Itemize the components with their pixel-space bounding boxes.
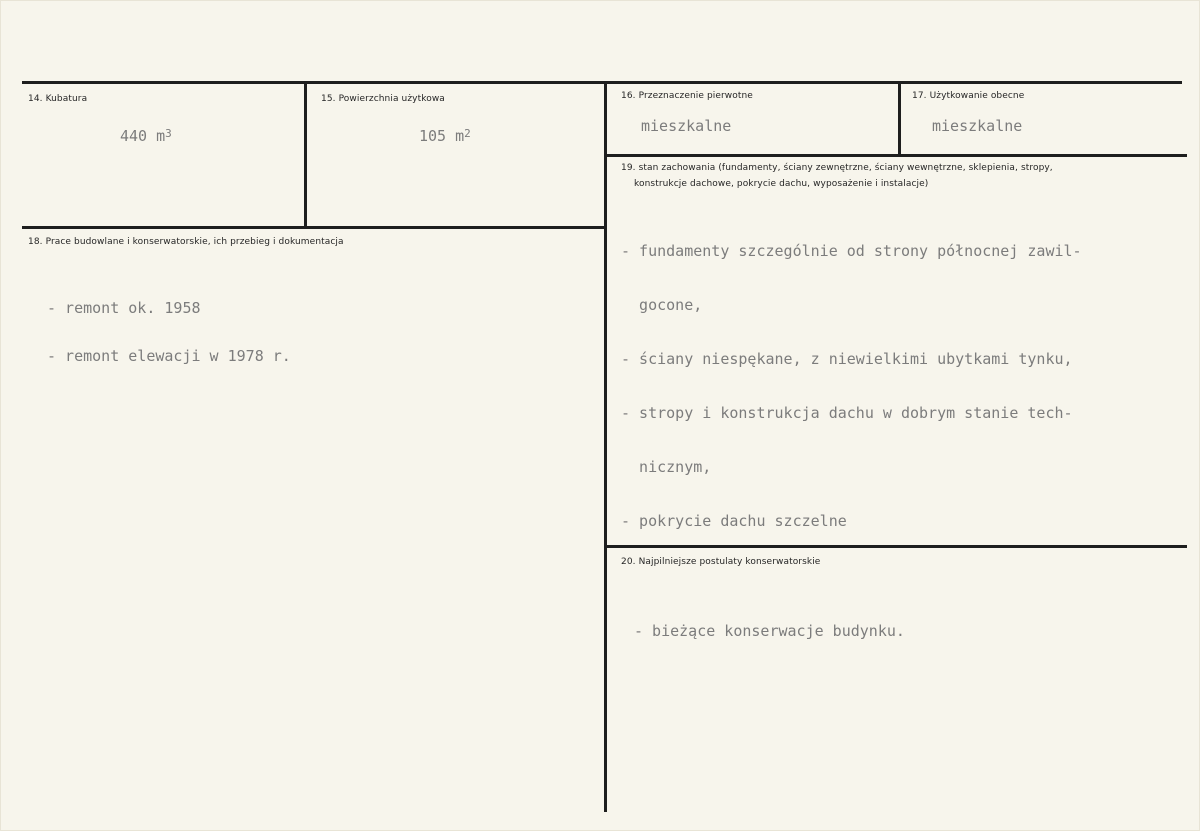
field-20-label: 20. Najpilniejsze postulaty konserwatorskie <box>621 557 821 567</box>
field-19-line: gocone, <box>621 296 703 314</box>
field-19-label-line2: konstrukcje dachowe, pokrycie dachu, wyposażenie i instalacje) <box>634 179 929 189</box>
field-17-label: 17. Użytkowanie obecne <box>912 91 1025 101</box>
field-18-label: 18. Prace budowlane i konserwatorskie, ich przebieg i dokumentacja <box>28 237 344 247</box>
field-17-value: mieszkalne <box>932 117 1023 135</box>
field-15-value-text: 105 m <box>419 127 465 145</box>
divider-16-17 <box>898 84 901 156</box>
field-19-list <box>621 206 1082 566</box>
field-14-value-text: 440 m <box>120 127 166 145</box>
field-19-label-line1: 19. stan zachowania (fundamenty, ściany zewnętrzne, ściany wewnętrzne, sklepienia, stropy, <box>621 163 1053 173</box>
field-18-line: - remont ok. 1958 <box>47 299 201 317</box>
top-rule <box>22 81 1182 84</box>
field-15-value <box>419 128 471 146</box>
field-14-value <box>120 128 172 146</box>
field-20-line: - bieżące konserwacje budynku. <box>634 622 905 640</box>
field-19-line: - ściany niespękane, z niewielkimi ubytkami tynku, <box>621 350 1073 368</box>
divider-14-15 <box>304 84 307 229</box>
field-16-value: mieszkalne <box>641 117 732 135</box>
divider-center <box>604 84 607 812</box>
field-14-label: 14. Kubatura <box>28 94 88 104</box>
rule-under-14-15 <box>22 226 605 229</box>
field-20-list <box>634 591 905 671</box>
field-15-unit-exponent: 2 <box>464 127 471 140</box>
field-15-label: 15. Powierzchnia użytkowa <box>321 94 445 104</box>
field-18-list <box>47 268 291 396</box>
field-19-line: - fundamenty szczególnie od strony północnej zawil- <box>621 242 1082 260</box>
field-19-line: - pokrycie dachu szczelne <box>621 512 847 530</box>
field-18-line: - remont elewacji w 1978 r. <box>47 347 291 365</box>
field-19-line: nicznym, <box>621 458 712 476</box>
field-16-label: 16. Przeznaczenie pierwotne <box>621 91 753 101</box>
field-19-line: - stropy i konstrukcja dachu w dobrym stanie tech- <box>621 404 1073 422</box>
rule-under-16-17 <box>605 154 1187 157</box>
field-14-unit-exponent: 3 <box>165 127 172 140</box>
